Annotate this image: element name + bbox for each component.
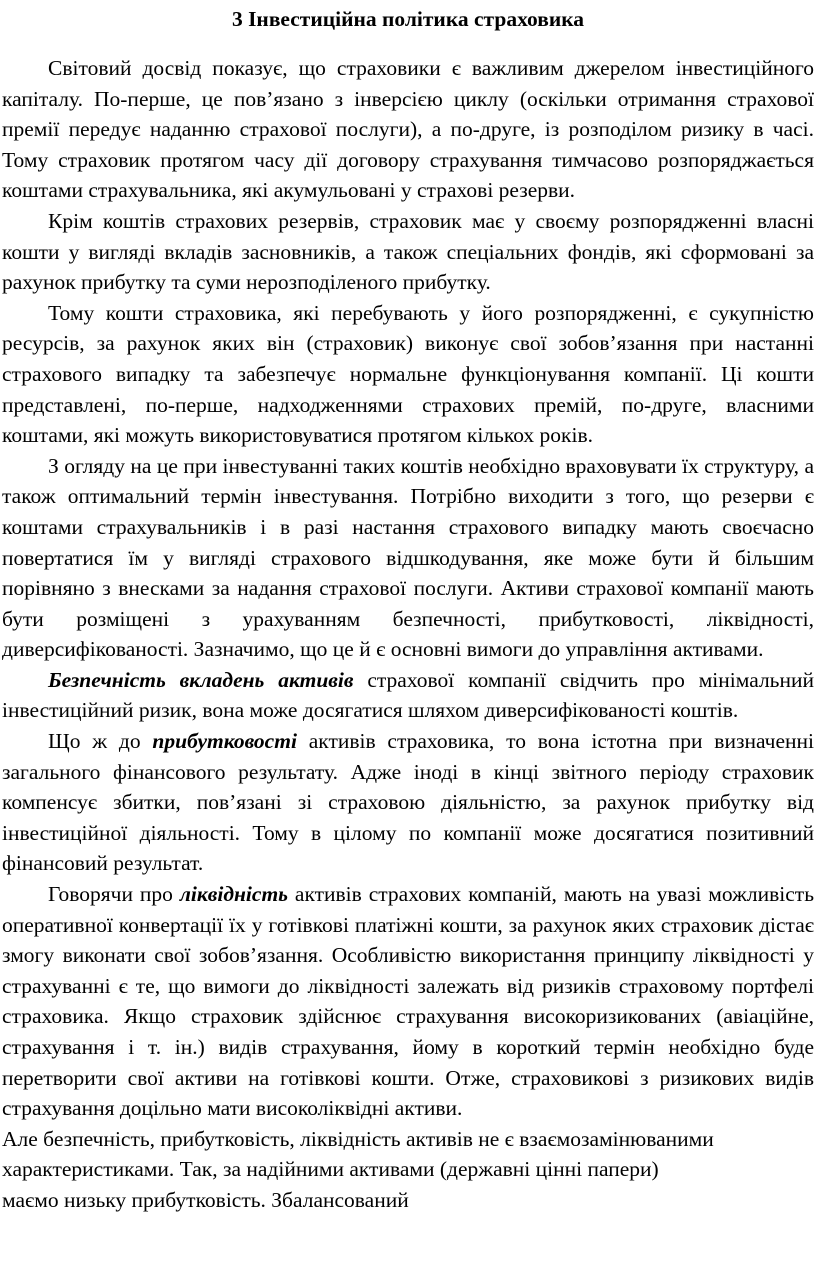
paragraph-safety-text: страхової компанії свідчить про мінімальний інвестиційний ризик, вона може досягатися шляхом диверсифікованості коштів. (2, 667, 814, 723)
term-profitability: прибутковості (152, 729, 297, 754)
paragraph-profitability (2, 726, 814, 879)
term-liquidity: ліквідність (179, 882, 288, 907)
section-heading: 3 Інвестиційна політика страховика (231, 7, 585, 31)
paragraph-resources: Тому кошти страховика, які перебувають у його розпорядженні, є сукупністю ресурсів, за рахунок яких він (страховик) виконує свої зобов’язання при настанні страхового випадку та забезпечує нормальне функціонування компанії. Ці кошти представлені, по-перше, надходженнями страхових премій, по-друге, власними коштами, які можуть використовуватися протягом кількох років. (2, 300, 814, 448)
paragraph-profitability-text: активів страховика, то вона істотна при визначенні загального фінансового результату. Адже іноді в кінці звітного періоду страховик компенсує збитки, пов’язані зі страховою діяльністю, за рахунок прибутку від інвестиційної діяльності. Тому в цілому по компанії може досягатися позитивний фінансовий результат. (2, 729, 814, 876)
paragraph-balance-line-3: маємо низьку прибутковість. Збалансований (2, 1187, 409, 1212)
paragraph-safety (2, 665, 814, 726)
paragraph-profitability-lead: Що ж до (48, 729, 153, 754)
paragraph-liquidity (2, 879, 814, 1124)
paragraph-liquidity-text: активів страхових компаній, мають на увазі можливість оперативної конвертації їх у готівкові платіжні кошти, за рахунок яких страховик дістає змогу виконати свої зобов’язання. Особливістю використання принципу ліквідності у страхуванні є те, що вимоги до ліквідності залежать від ризиків страховому портфелі страховика. Якщо страховик здійснює страхування високоризикованих (авіаційне, страхування і т. ін.) видів страхування, йому в короткий термін необхідно буде перетворити свої активи на готівкові кошти. Отже, страховикові з ризикових видів страхування доцільно мати високоліквідні активи. (2, 882, 815, 1121)
paragraph-balance-line-2: характеристиками. Так, за надійними активами (державні цінні папери) (2, 1157, 659, 1182)
paragraph-liquidity-lead: Говорячи про (48, 882, 180, 907)
paragraph-investment-structure: З огляду на це при інвестуванні таких коштів необхідно враховувати їх структуру, а також оптимальний термін інвестування. Потрібно виходити з того, що резерви є коштами страхувальників і в разі настання страхового випадку мають своєчасно повертатися їм у вигляді страхового відшкодування, яке може бути й більшим порівняно з внесками за надання страхової послуги. Активи страхової компанії мають бути розміщені з урахуванням безпечності, прибутковості, ліквідності, диверсифікованості. Зазначимо, що це й є основні вимоги до управління активами. (2, 453, 814, 662)
term-safety: Безпечність вкладень активів (48, 667, 354, 692)
paragraph-balance-line-1: Але безпечність, прибутковість, ліквідність активів не є взаємозамінюваними (2, 1126, 714, 1151)
paragraph-balance (2, 1124, 814, 1216)
paragraph-own-funds: Крім коштів страхових резервів, страховик має у своєму розпорядженні власні кошти у вигляді вкладів засновників, а також спеціальних фондів, які сформовані за рахунок прибутку та суми нерозподіленого прибутку. (2, 208, 814, 295)
paragraph-intro: Світовий досвід показує, що страховики є важливим джерелом інвестиційного капіталу. По-перше, це пов’язано з інверсією циклу (оскільки отримання страхової премії передує наданню страхової послуги), а по-друге, із розподілом ризику в часі. Тому страховик протягом часу дії договору страхування тимчасово розпоряджається коштами страхувальника, які акумульовані у страхові резерви. (2, 56, 814, 203)
